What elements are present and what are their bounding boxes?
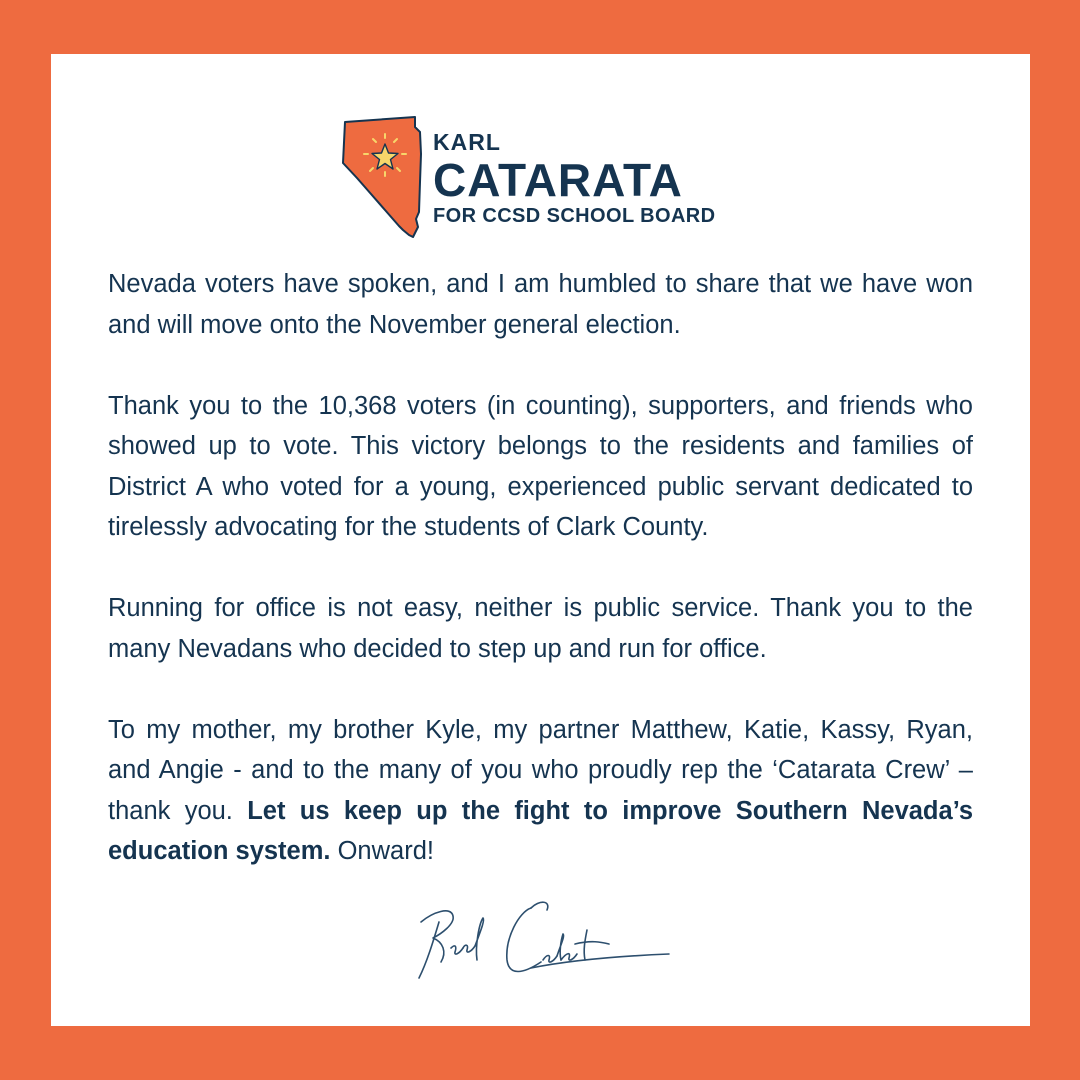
closing-onward: Onward! xyxy=(330,837,434,865)
closing-emphasis: Let us keep up the fight to improve Southern Nevada’s education system. xyxy=(108,796,974,865)
logo-first-name: KARL xyxy=(433,129,501,155)
paragraph: Running for office is not easy, neither is public service. Thank you to the many Nevadans who decided to step up and run for office. xyxy=(108,594,973,663)
campaign-logo xyxy=(341,116,761,244)
nevada-state-icon xyxy=(341,116,431,244)
letter-body xyxy=(108,264,973,872)
paragraph: Nevada voters have spoken, and I am humbled to share that we have won and will move onto the November general election. xyxy=(108,270,973,339)
closing-text: To my mother, my brother Kyle, my partner Matthew, Katie, Kassy, Ryan, and Angie - and to the many of you who proudly rep the ‘Catarata Crew’ – thank you. xyxy=(108,715,973,825)
paragraph: Thank you to the 10,368 voters (in counting), supporters, and friends who showed up to vote. This victory belongs to the residents and families of District A who voted for a young, experienced public servant dedicated to tirelessly advocating for the students of Clark County. xyxy=(108,391,973,541)
closing-paragraph xyxy=(108,710,973,872)
handwritten-signature xyxy=(411,890,671,1000)
logo-wordmark xyxy=(433,130,715,227)
logo-last-name: CATARATA xyxy=(433,154,683,206)
letter-card xyxy=(51,54,1030,1026)
logo-tagline: FOR CCSD SCHOOL BOARD xyxy=(433,205,716,227)
